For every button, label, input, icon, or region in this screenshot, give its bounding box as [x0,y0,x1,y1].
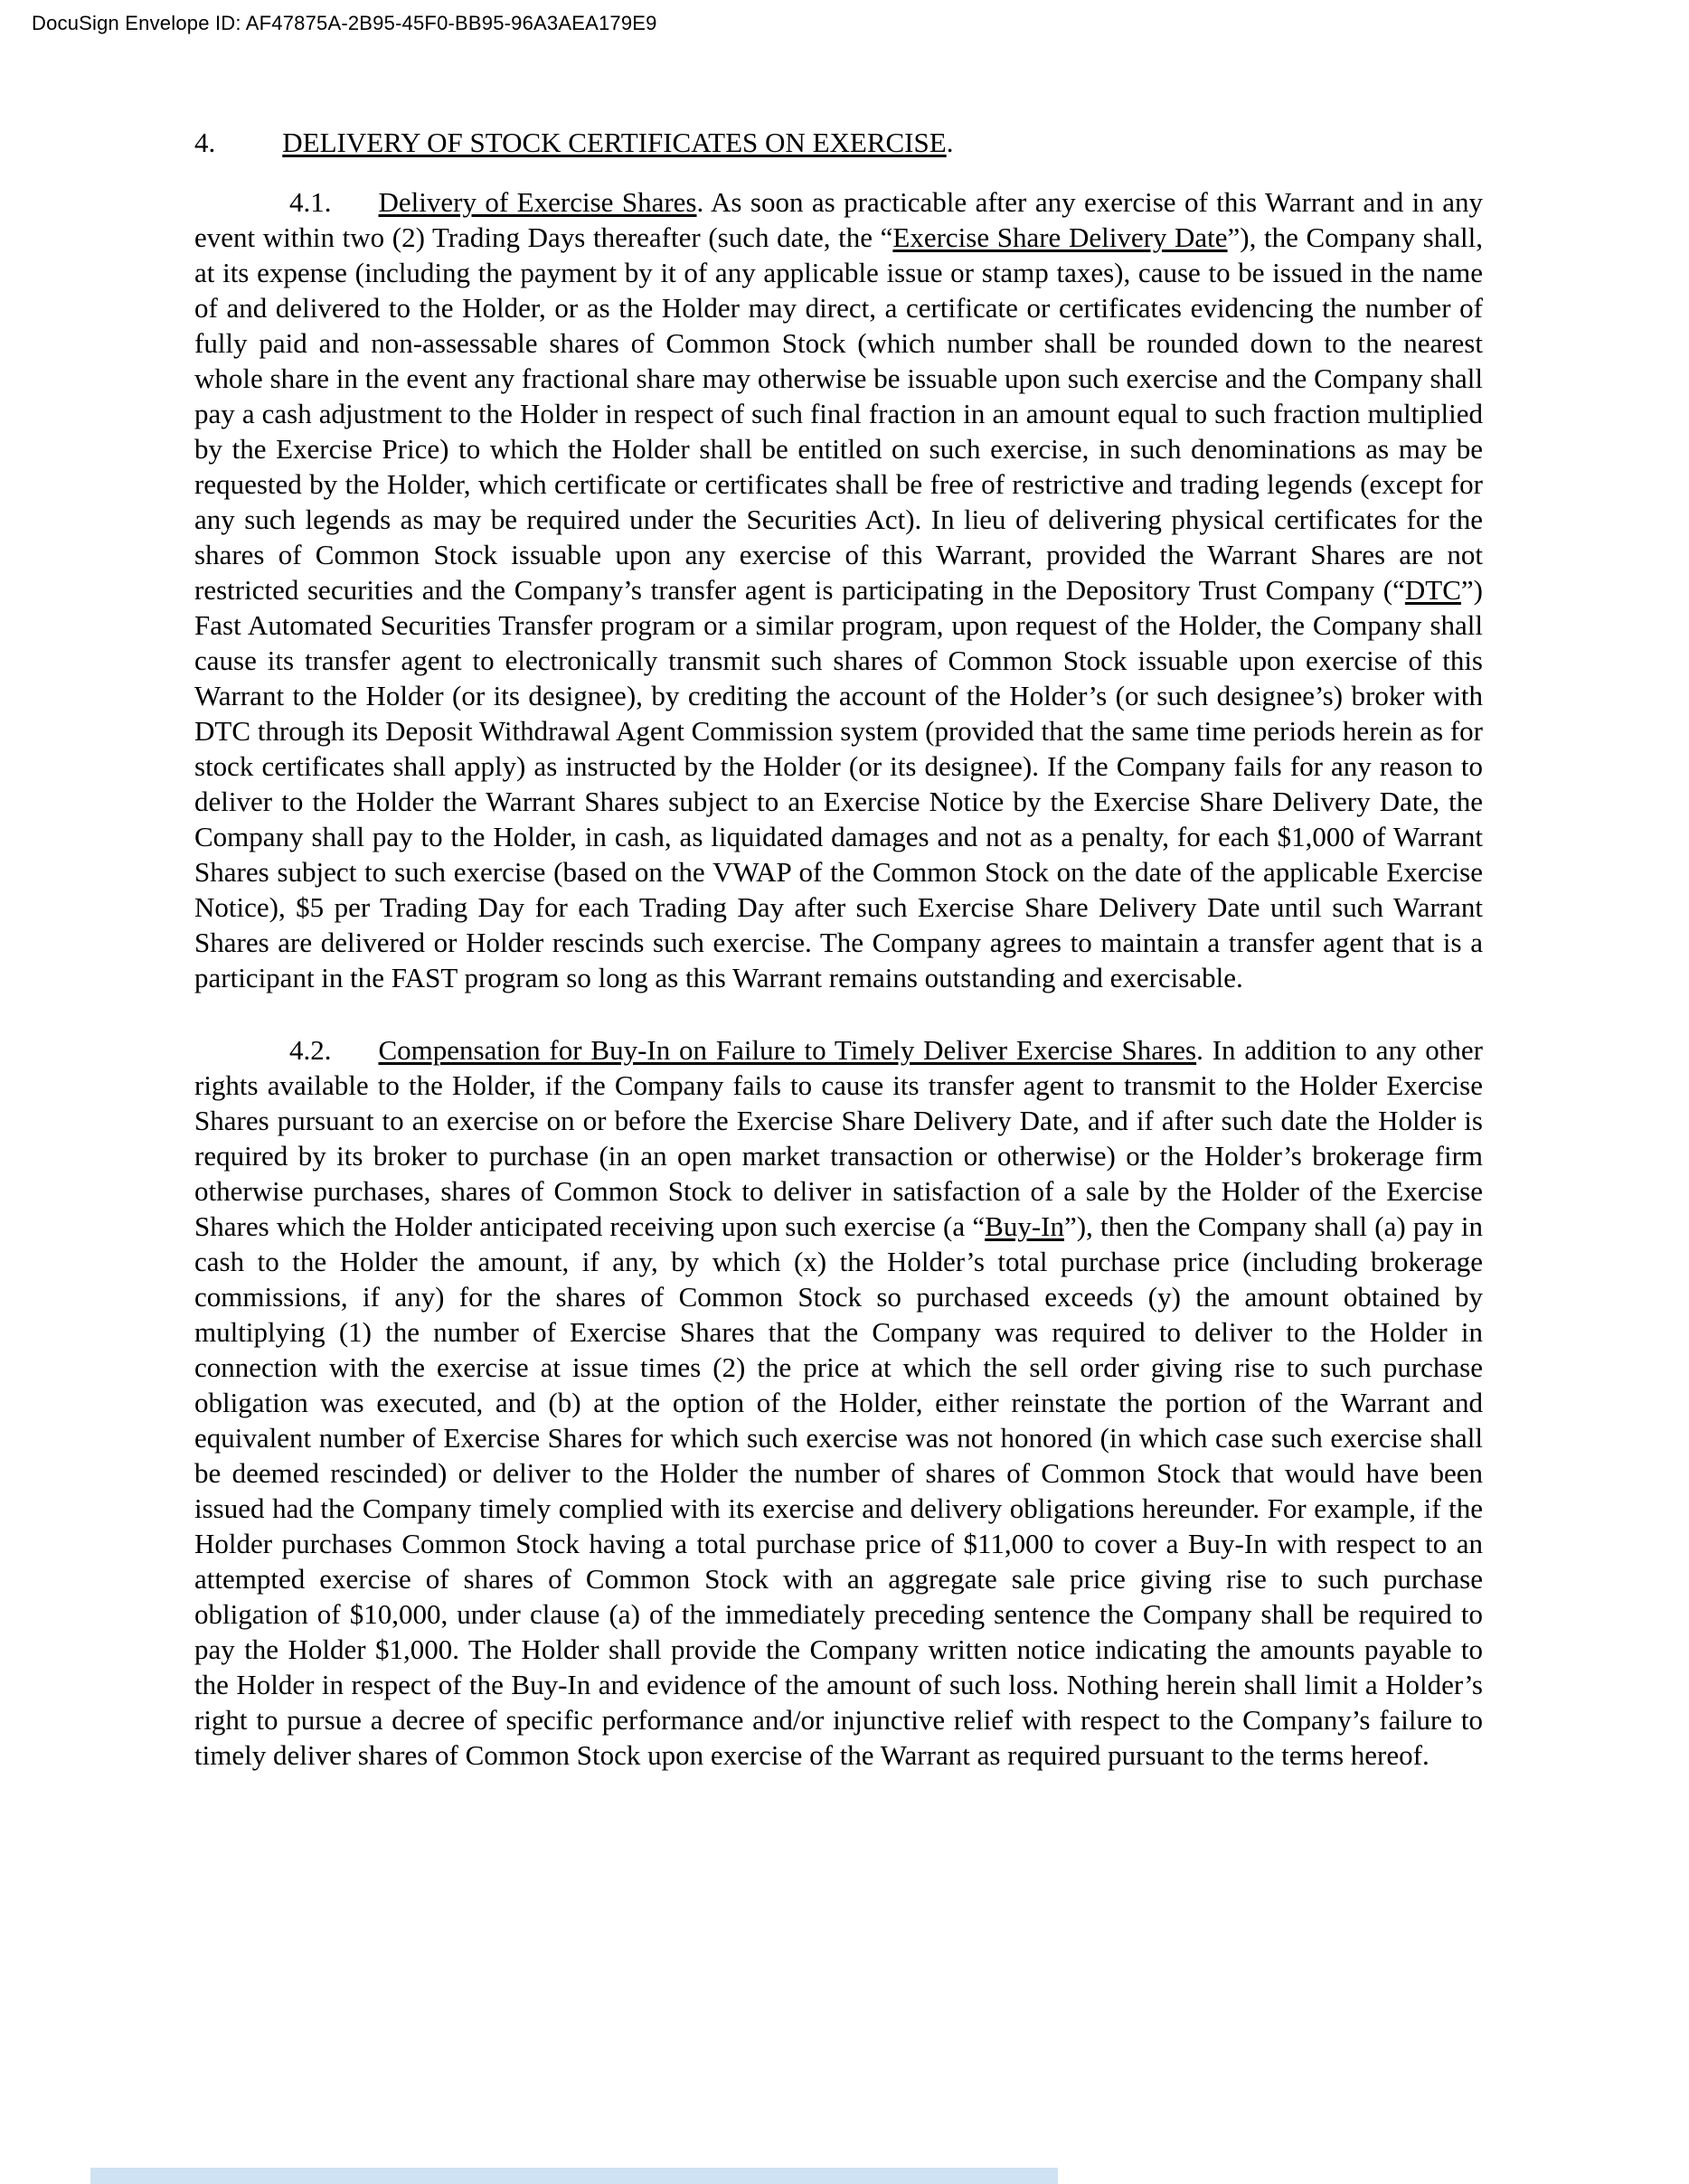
section-heading [194,125,1483,160]
docusign-envelope-id: DocuSign Envelope ID: AF47875A-2B95-45F0-BB95-96A3AEA179E9 [32,12,657,34]
text-run: . [946,127,954,158]
text-run: 4.1. [289,186,332,218]
text-run: 4.2. [289,1034,332,1066]
paragraph-4-2 [194,1032,1483,1773]
text-run: 4. [194,127,216,158]
underlined-term: Compensation for Buy-In on Failure to Timely Deliver Exercise Shares [378,1034,1197,1066]
text-run: . As soon as practicable after any exercise of this Warrant and in any event within two (2) Trading Days thereafter (such date, the “ [194,186,1484,253]
underlined-term: Buy-In [985,1210,1064,1242]
paragraph-4-1 [194,184,1483,995]
text-run: ”), then the Company shall (a) pay in cash to the Holder the amount, if any, by which (x) the Holder’s total purchase price (including brokerage commissions, if any) for the shares of Common Stock so purchased exceeds (y) the amount obtained by multiplying (1) the number of Exercise Shares that the Company was required to deliver to the Holder in connection with the exercise at issue times (2) the price at which the sell order giving rise to such purchase obligation was executed, and (b) at the option of the Holder, either reinstate the portion of the Warrant and equivalent number of Exercise Shares for which such exercise was not honored (in which case such exercise shall be deemed rescinded) or deliver to the Holder the number of shares of Common Stock that would have been issued had the Company timely complied with its exercise and delivery obligations hereunder. For example, if the Holder purchases Common Stock having a total purchase price of $11,000 to cover a Buy-In with respect to an attempted exercise of shares of Common Stock with an aggregate sale price giving rise to such purchase obligation of $10,000, under clause (a) of the immediately preceding sentence the Company shall be required to pay the Holder $1,000. The Holder shall provide the Company written notice indicating the amounts payable to the Holder in respect of the Buy-In and evidence of the amount of such loss. Nothing herein shall limit a Holder’s right to pursue a decree of specific performance and/or injunctive relief with respect to the Company’s failure to timely deliver shares of Common Stock upon exercise of the Warrant as required pursuant to the terms hereof. [194,1210,1483,1771]
text-run: ”), the Company shall, at its expense (including the payment by it of any applicable issue or stamp taxes), cause to be issued in the name of and delivered to the Holder, or as the Holder may direct, a certificate or certificates evidencing the number of fully paid and non-assessable shares of Common Stock (which number shall be rounded down to the nearest whole share in the event any fractional share may otherwise be issuable upon such exercise and the Company shall pay a cash adjustment to the Holder in respect of such final fraction in an amount equal to such fraction multiplied by the Exercise Price) to which the Holder shall be entitled on such exercise, in such denominations as may be requested by the Holder, which certificate or certificates shall be free of restrictive and trading legends (except for any such legends as may be required under the Securities Act). In lieu of delivering physical certificates for the shares of Common Stock issuable upon any exercise of this Warrant, provided the Warrant Shares are not restricted securities and the Company’s transfer agent is participating in the Depository Trust Company (“ [194,221,1483,606]
underlined-term: DELIVERY OF STOCK CERTIFICATES ON EXERCISE [282,127,947,158]
underlined-term: DTC [1404,574,1461,606]
text-run: . In addition to any other rights available to the Holder, if the Company fails to cause its transfer agent to transmit to the Holder Exercise Shares pursuant to an exercise on or before the Exercise Share Delivery Date, and if after such date the Holder is required by its broker to purchase (in an open market transaction or otherwise) or the Holder’s brokerage firm otherwise purchases, shares of Common Stock to deliver in satisfaction of a sale by the Holder of the Exercise Shares which the Holder anticipated receiving upon such exercise (a “ [194,1034,1483,1242]
text-run: ”) Fast Automated Securities Transfer program or a similar program, upon request of the Holder, the Company shall cause its transfer agent to electronically transmit such shares of Common Stock issuable upon exercise of this Warrant to the Holder (or its designee), by crediting the account of the Holder’s (or such designee’s) broker with DTC through its Deposit Withdrawal Agent Commission system (provided that the same time periods herein as for stock certificates shall apply) as instructed by the Holder (or its designee). If the Company fails for any reason to deliver to the Holder the Warrant Shares subject to an Exercise Notice by the Exercise Share Delivery Date, the Company shall pay to the Holder, in cash, as liquidated damages and not as a penalty, for each $1,000 of Warrant Shares subject to such exercise (based on the VWAP of the Common Stock on the date of the applicable Exercise Notice), $5 per Trading Day for each Trading Day after such Exercise Share Delivery Date until such Warrant Shares are delivered or Holder rescinds such exercise. The Company agrees to maintain a transfer agent that is a participant in the FAST program so long as this Warrant remains outstanding and exercisable. [194,574,1483,993]
underlined-term: Delivery of Exercise Shares [378,186,697,218]
signature-highlight-bar [90,2168,1058,2184]
underlined-term: Exercise Share Delivery Date [892,221,1228,253]
